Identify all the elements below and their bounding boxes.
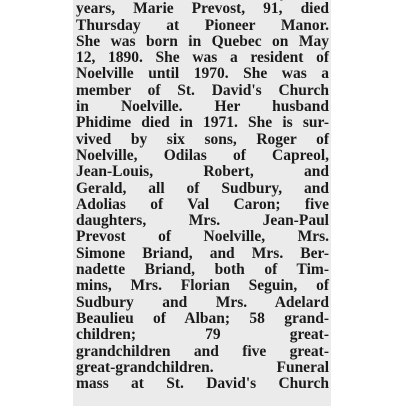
obituary-line: Simone Briand, and Mrs. Ber- xyxy=(76,244,329,262)
obituary-line: Noelville, Odilas of Capreol, xyxy=(76,146,329,164)
obituary-line: grandchildren and five great- xyxy=(76,342,329,360)
obituary-line: nadette Briand, both of Tim- xyxy=(76,261,329,279)
obituary-line: Thursday at Pioneer Manor. xyxy=(76,16,329,34)
obituary-line: mass at St. David's Church xyxy=(76,375,329,393)
obituary-line: She was born in Quebec on May xyxy=(76,32,329,50)
obituary-line: member of St. David's Church xyxy=(76,81,329,99)
obituary-line: Noelville until 1970. She was a xyxy=(76,65,329,83)
obituary-line: daughters, Mrs. Jean-Paul xyxy=(76,212,329,230)
obituary-line: Sudbury and Mrs. Adelard xyxy=(76,293,329,311)
obituary-line: years, Marie Prevost, 91, died xyxy=(76,0,329,18)
obituary-line: in Noelville. Her husband xyxy=(76,98,329,116)
obituary-line: 12, 1890. She was a resident of xyxy=(76,49,329,67)
obituary-line: Adolias of Val Caron; five xyxy=(76,195,329,213)
obituary-line: Jean-Louis, Robert, and xyxy=(76,163,329,181)
obituary-column xyxy=(76,0,329,392)
obituary-line: great-grandchildren. Funeral xyxy=(76,358,329,376)
obituary-line: Phidime died in 1971. She is sur- xyxy=(76,114,329,132)
obituary-line: vived by six sons, Roger of xyxy=(76,130,329,148)
obituary-line: Gerald, all of Sudbury, and xyxy=(76,179,329,197)
newspaper-clipping xyxy=(73,0,331,406)
obituary-line: Prevost of Noelville, Mrs. xyxy=(76,228,329,246)
obituary-line: Beaulieu of Alban; 58 grand- xyxy=(76,309,329,327)
obituary-line: mins, Mrs. Florian Seguin, of xyxy=(76,277,329,295)
obituary-line: children; 79 great- xyxy=(76,326,329,344)
